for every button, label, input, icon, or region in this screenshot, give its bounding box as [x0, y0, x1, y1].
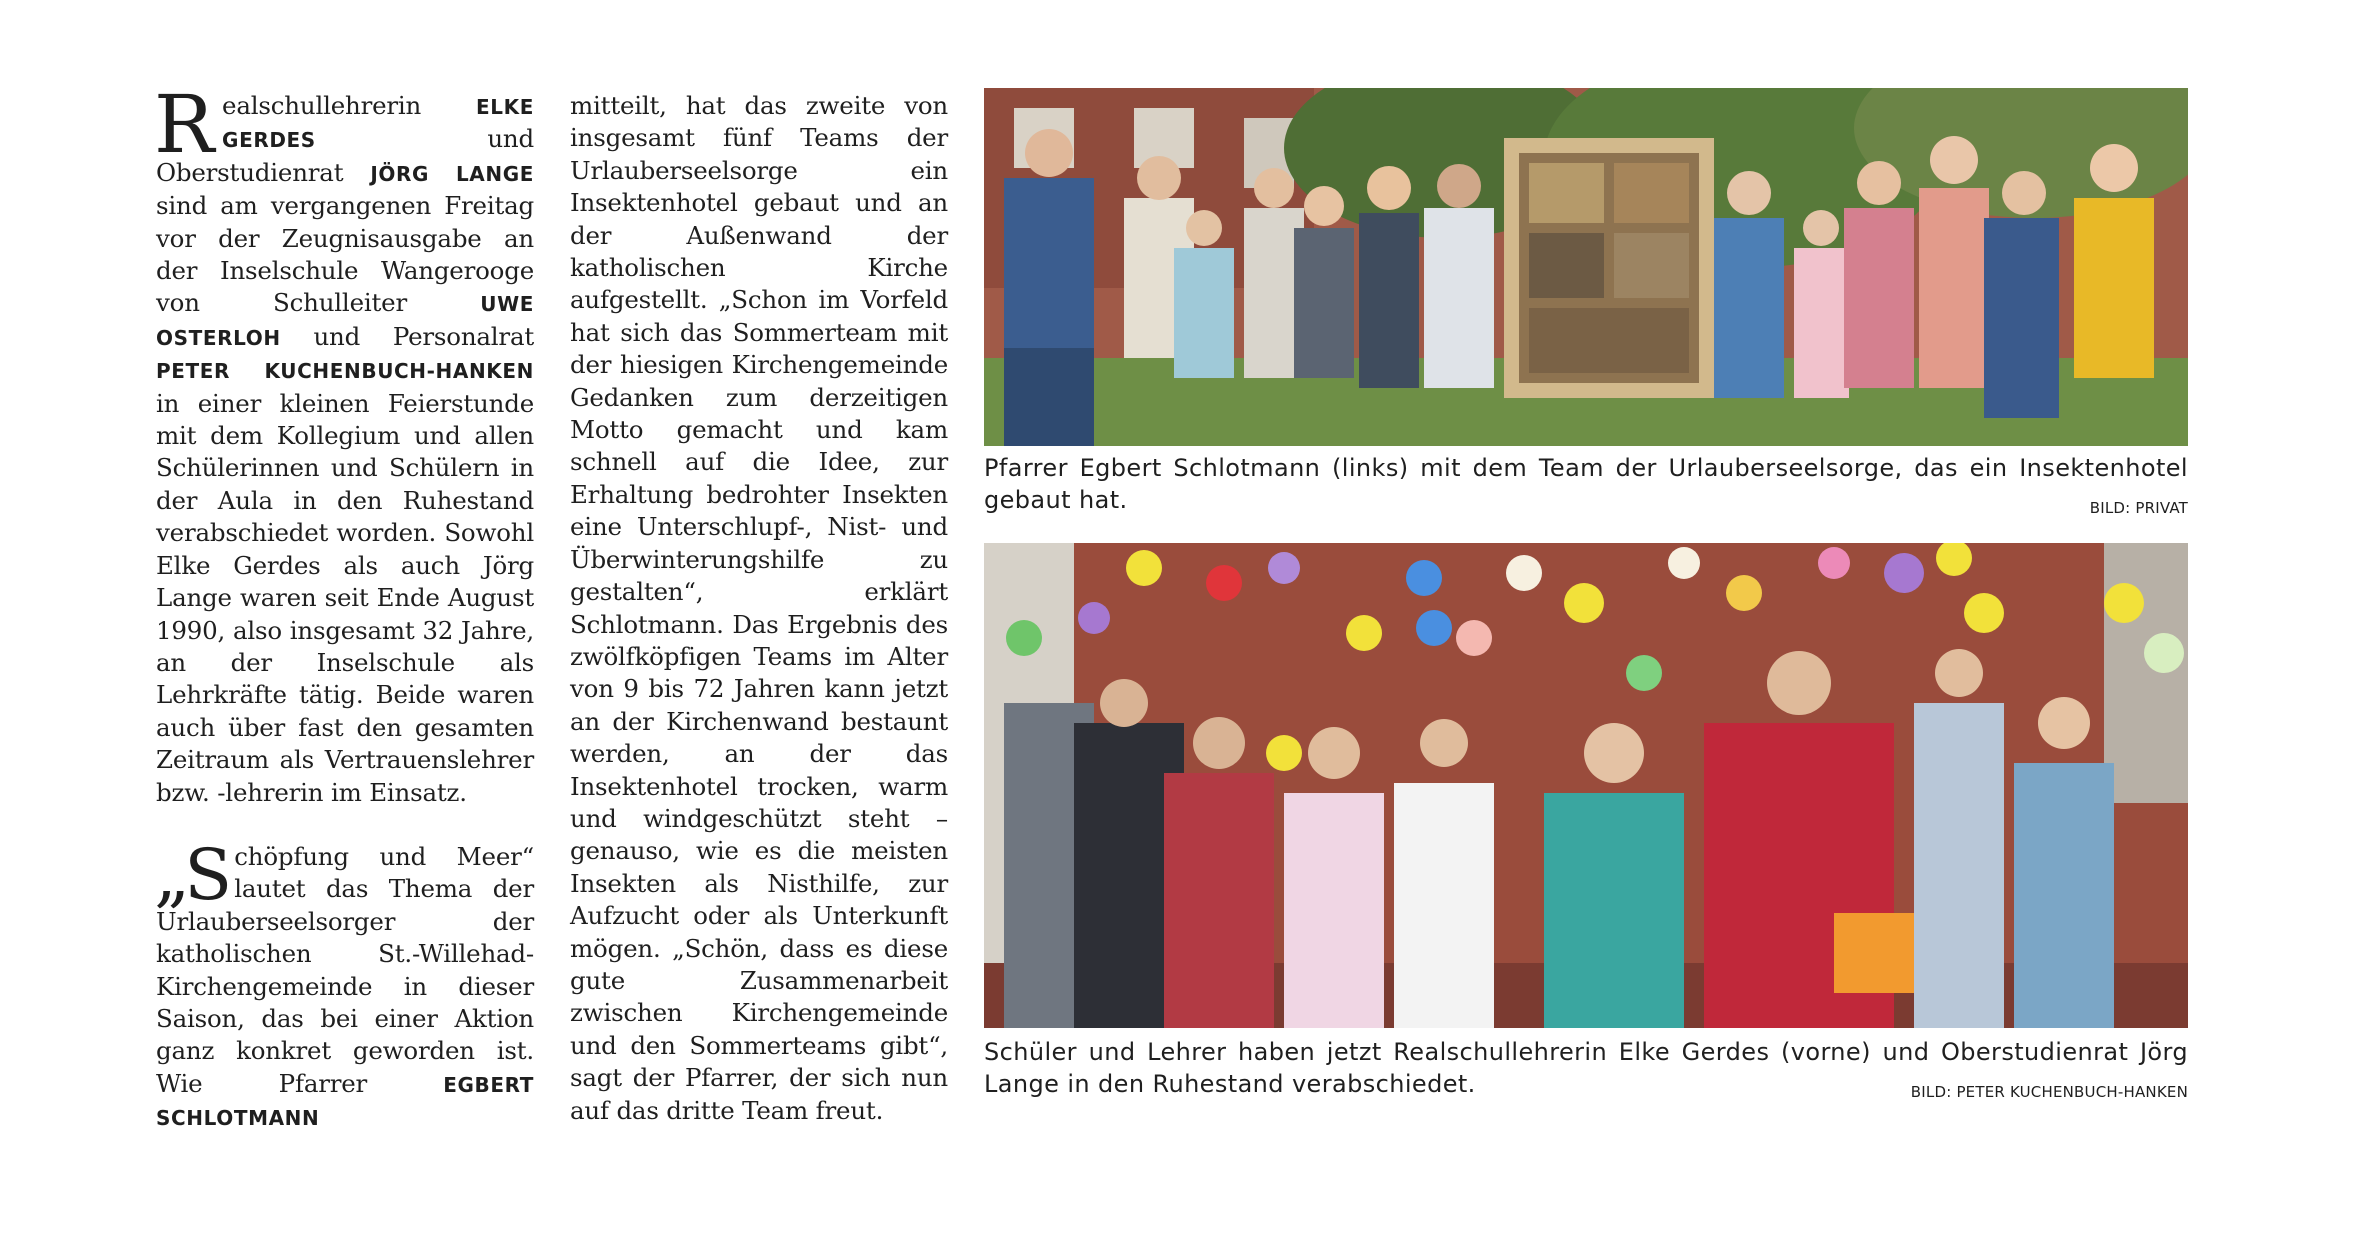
body-text: chöpfung und Meer“ lautet das Thema der Urlauberseelsorger der katholischen St.-Willehad-Kirchengemeinde in dieser Saison, das bei einer Aktion ganz konkret geworden ist. Wie Pfarrer	[156, 841, 534, 1098]
article-paragraph-1	[154, 78, 534, 809]
body-text: und Personalrat	[280, 321, 534, 351]
article-paragraph-3: mitteilt, hat das zweite von insgesamt fünf Teams der Urlauberseelsorge ein Insektenhotel gebaut und an der Außenwand der katholischen Kirche aufgestellt. „Schon im Vorfeld hat sich das Sommerteam mit der hiesigen Kirchengemeinde Gedanken zum derzeitigen Motto gemacht und kam schnell auf die Idee, zur Erhaltung bedrohter Insekten eine Unterschlupf-, Nist- und Überwinterungshilfe zu gestalten“, erklärt Schlotmann. Das Ergebnis des zwölfköpfigen Teams im Alter von 9 bis 72 Jahren kann jetzt an der Kirchenwand bestaunt werden, an der das Insektenhotel trocken, warm und windgeschützt steht – genauso, wie es die meisten Insekten als Nisthilfe, zur Aufzucht oder als Unterkunft mögen. „Schön, dass es diese gute Zusammenarbeit zwischen Kirchengemeinde und den Sommerteams gibt“, sagt der Pfarrer, der sich nun auf das dritte Team freut.	[570, 91, 948, 1125]
person-name: UWE OSTERLOH	[156, 292, 534, 350]
photo-illustration	[984, 543, 2188, 1028]
article-column-1	[154, 78, 534, 1135]
insect-hotel-team-photo	[984, 88, 2188, 446]
article-paragraph-2	[154, 833, 534, 1135]
farewell-group-photo	[984, 543, 2188, 1028]
person-name: PETER KUCHENBUCH-HANKEN	[156, 359, 534, 384]
body-text: sind am vergangenen Freitag vor der Zeugnisausgabe an der Inselschule Wangerooge von Schulleiter	[156, 191, 534, 318]
drop-cap-quote: „S	[154, 833, 227, 916]
body-text: ealschullehrerin	[222, 91, 477, 120]
article-column-2	[570, 90, 948, 1127]
caption-text: Schüler und Lehrer haben jetzt Realschullehrerin Elke Gerdes (vorne) und Oberstudienrat Jörg Lange in den Ruhestand verabschiedet.	[984, 1038, 2188, 1098]
body-text: in einer kleinen Feierstunde mit dem Kollegium und allen Schülerinnen und Schülern in der Aula in den Ruhestand verabschiedet worden. Sowohl Elke Gerdes als auch Jörg Lange waren seit Ende August 1990, also insgesamt 32 Jahre, an der Inselschule als Lehrkräfte tätig. Beide waren auch über fast den gesamten Zeitraum als Vertrauenslehrer bzw. -lehrerin im Einsatz.	[156, 388, 534, 807]
caption-text: Pfarrer Egbert Schlotmann (links) mit dem Team der Urlauberseelsorge, das ein Insektenhotel gebaut hat.	[984, 454, 2188, 514]
photo-1-caption	[984, 452, 2188, 524]
body-text: und Oberstudienrat	[156, 124, 534, 187]
photo-illustration	[984, 88, 2188, 446]
drop-cap: R	[154, 78, 215, 171]
person-name: EGBERT SCHLOTMANN	[156, 1072, 534, 1131]
person-name: ELKE GERDES	[222, 95, 534, 153]
person-name: JÖRG LANGE	[370, 161, 534, 186]
photo-credit: BILD: PETER KUCHENBUCH-HANKEN	[1910, 1083, 2188, 1101]
photo-2-caption	[984, 1036, 2188, 1108]
photo-credit: BILD: PRIVAT	[2089, 499, 2188, 517]
